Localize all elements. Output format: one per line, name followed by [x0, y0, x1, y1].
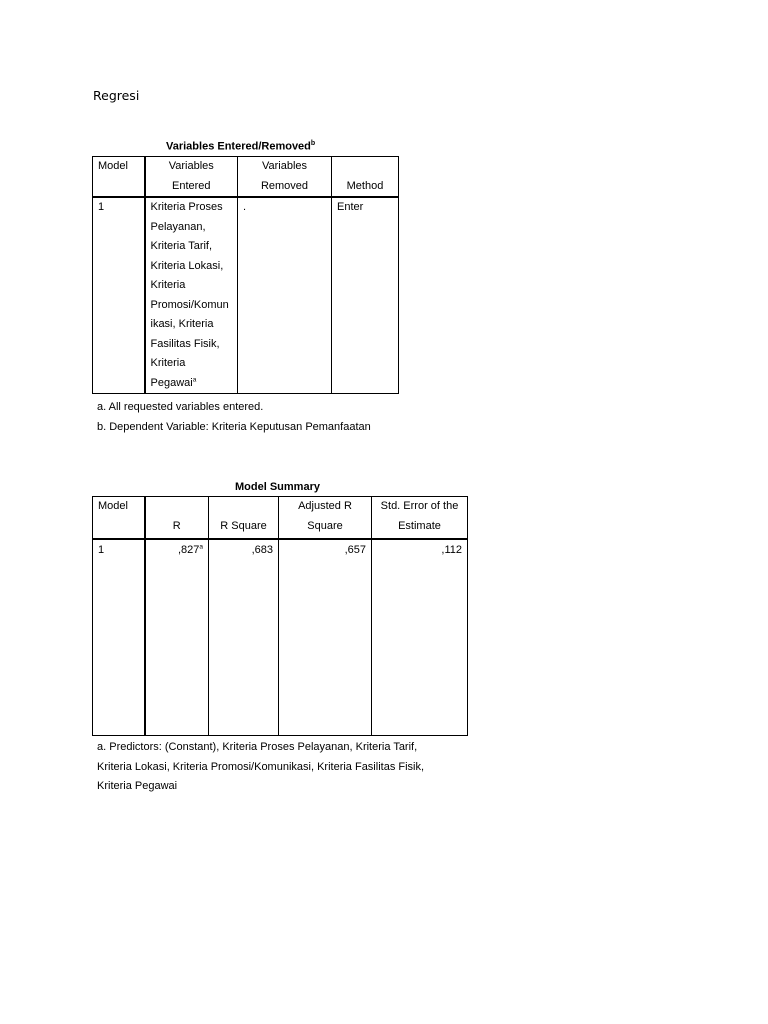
variables-entered-removed-table: [92, 156, 399, 394]
header-line: Model: [98, 500, 128, 512]
table1-cell-removed: .: [238, 197, 332, 394]
table2-title: Model Summary: [235, 481, 320, 493]
entered-line: Kriteria Proses: [150, 201, 223, 213]
header-line: Removed: [260, 179, 309, 192]
header-line: [98, 517, 139, 537]
entered-line: Kriteria Lokasi,: [150, 259, 224, 272]
table2-header-r: [145, 497, 209, 540]
header-line: Entered: [171, 179, 211, 192]
table1-header-removed: [238, 157, 332, 198]
header-line: [151, 497, 204, 517]
table1-header-model: [93, 157, 145, 198]
header-line: Variables: [168, 160, 214, 172]
table2-cell-r: [145, 539, 209, 736]
header-line: Square: [307, 519, 343, 532]
table1-cell-model: 1: [93, 197, 145, 394]
entered-line: Kriteria: [150, 357, 186, 369]
table1-footnotes: [97, 398, 371, 437]
header-line: [337, 157, 393, 177]
page-heading: Regresi: [93, 88, 140, 103]
table1-header-method: [332, 157, 399, 198]
header-line: R: [172, 519, 181, 532]
model-summary-table: [92, 496, 468, 736]
table1-title-text: Variables Entered/Removed: [166, 140, 311, 153]
table2-header-r-square: [209, 497, 279, 540]
table1-title: [166, 140, 315, 153]
header-line: R Square: [220, 519, 267, 532]
header-line: Model: [98, 160, 128, 172]
header-line: Method: [346, 179, 384, 192]
table1-header-entered: [145, 157, 238, 198]
header-line: [214, 497, 273, 517]
table2-footnote-line: Kriteria Pegawai: [97, 780, 178, 793]
entered-line-text: Pegawai: [150, 376, 193, 389]
table1-cell-method: Enter: [332, 197, 399, 394]
entered-line: Kriteria Tarif,: [150, 240, 213, 252]
table2-header-std-error: [372, 497, 468, 540]
entered-line-last: [151, 374, 233, 394]
entered-line: Pelayanan,: [150, 220, 206, 233]
table2-cell-model: 1: [93, 539, 145, 736]
header-line: Adjusted R: [298, 500, 352, 512]
table1-cell-entered: [145, 197, 238, 394]
table2-header-adjusted-r-square: [279, 497, 372, 540]
table2-cell-adjusted-r-square: ,657: [279, 539, 372, 736]
table2-data-row: [93, 539, 468, 736]
table2-cell-r-square: ,683: [209, 539, 279, 736]
header-line: Estimate: [398, 519, 441, 532]
entered-footnote-mark: a: [192, 375, 197, 383]
table2-header-row: [93, 497, 468, 540]
table1-footnote-b: b. Dependent Variable: Kriteria Keputusan Pemanfaatan: [97, 420, 371, 433]
header-line: Variables: [261, 160, 308, 172]
table2-footnote-line: a. Predictors: (Constant), Kriteria Proses Pelayanan, Kriteria Tarif,: [97, 741, 418, 753]
entered-line: Promosi/Komun: [150, 298, 229, 311]
table1-footnote-a: a. All requested variables entered.: [97, 401, 264, 413]
table1-data-row: [93, 197, 399, 394]
r-footnote-mark: a: [199, 543, 203, 551]
table1-title-footnote-mark: b: [310, 140, 316, 147]
table2-footnote: [97, 738, 424, 797]
r-value: ,827: [177, 544, 200, 556]
entered-line: Kriteria: [150, 279, 186, 291]
table2-cell-std-error: ,112: [372, 539, 468, 736]
table2-header-model: [93, 497, 145, 540]
header-line: [98, 177, 139, 197]
header-line: Std. Error of the: [380, 500, 459, 512]
table2-footnote-line: Kriteria Lokasi, Kriteria Promosi/Komunikasi, Kriteria Fasilitas Fisik,: [97, 760, 425, 773]
entered-line: Fasilitas Fisik,: [150, 337, 220, 350]
entered-line: ikasi, Kriteria: [150, 318, 214, 330]
table1-header-row: [93, 157, 399, 198]
